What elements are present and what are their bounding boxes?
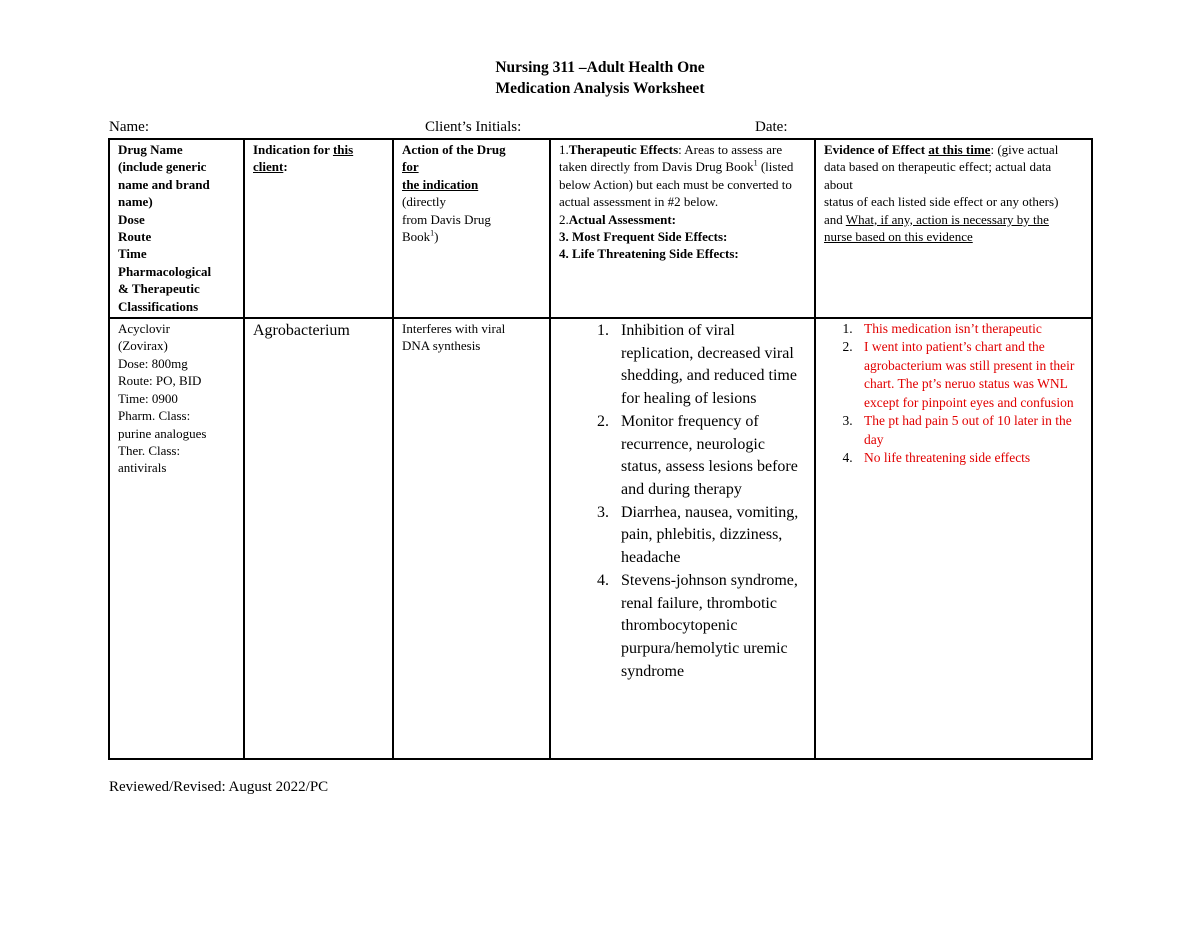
list-item: 1. Inhibition of viral replication, decreased viral shedding, and reduced time for healing of lesions xyxy=(613,320,806,411)
course-title: Nursing 311 –Adult Health One xyxy=(495,59,705,76)
client-meta-line xyxy=(109,119,1090,137)
list-item: 4. Stevens-johnson syndrome, renal failure, thrombotic thrombocytopenic purpura/hemolytic uremic syndrome xyxy=(613,570,806,684)
evidence-list xyxy=(824,320,1083,467)
table-row xyxy=(109,318,1092,759)
assessment-list xyxy=(559,320,806,683)
name-label: Name: xyxy=(109,119,149,135)
evidence-cell xyxy=(815,318,1092,759)
header-drug-name: Drug Name (include generic name and brand name) Dose Route Time Pharmacological & Therapeutic Classifications xyxy=(109,139,244,318)
assessment-cell xyxy=(550,318,815,759)
client-initials-label: Client’s Initials: xyxy=(425,119,522,135)
header-row xyxy=(109,139,1092,318)
worksheet-name: Medication Analysis Worksheet xyxy=(495,80,705,97)
drug-info-cell: Acyclovir (Zovirax) Dose: 800mg Route: PO, BID Time: 0900 Pharm. Class: purine analogues Ther. Class: antivirals xyxy=(109,318,244,759)
revision-footer: Reviewed/Revised: August 2022/PC xyxy=(109,779,329,795)
list-item: 2. Monitor frequency of recurrence, neurologic status, assess lesions before and during therapy xyxy=(613,411,806,502)
worksheet-title xyxy=(0,57,1200,99)
list-item: 1. This medication isn’t therapeutic xyxy=(856,320,1083,338)
header-effects: 1.Therapeutic Effects: Areas to assess are taken directly from Davis Drug Book$^1$ (listed below Action) but each must be converted to actual assessment in #2 below. 2.Actual Assessment: 3. Most Frequent Side Effects: 4. Life Threatening Side Effects: xyxy=(550,139,815,318)
header-evidence: Evidence of Effect at this time: (give actual data based on therapeutic effect; actual data about status of each listed side effect or any others) and What, if any, action is necessary by the nurse based on this evidence xyxy=(815,139,1092,318)
list-item: 3. Diarrhea, nausea, vomiting, pain, phlebitis, dizziness, headache xyxy=(613,502,806,570)
list-item: 2. I went into patient’s chart and the agrobacterium was still present in their chart. The pt’s neruo status was WNL except for pinpoint eyes and confusion xyxy=(856,338,1083,412)
indication-cell: Agrobacterium xyxy=(244,318,393,759)
header-indication: Indication for this client: xyxy=(244,139,393,318)
header-action: Action of the Drug for the indication (directly from Davis Drug Book$^1$) xyxy=(393,139,550,318)
list-item: 4. No life threatening side effects xyxy=(856,449,1083,467)
date-label: Date: xyxy=(755,119,788,135)
medication-table xyxy=(108,138,1093,760)
list-item: 3. The pt had pain 5 out of 10 later in the day xyxy=(856,412,1083,449)
action-cell: Interferes with viral DNA synthesis xyxy=(393,318,550,759)
